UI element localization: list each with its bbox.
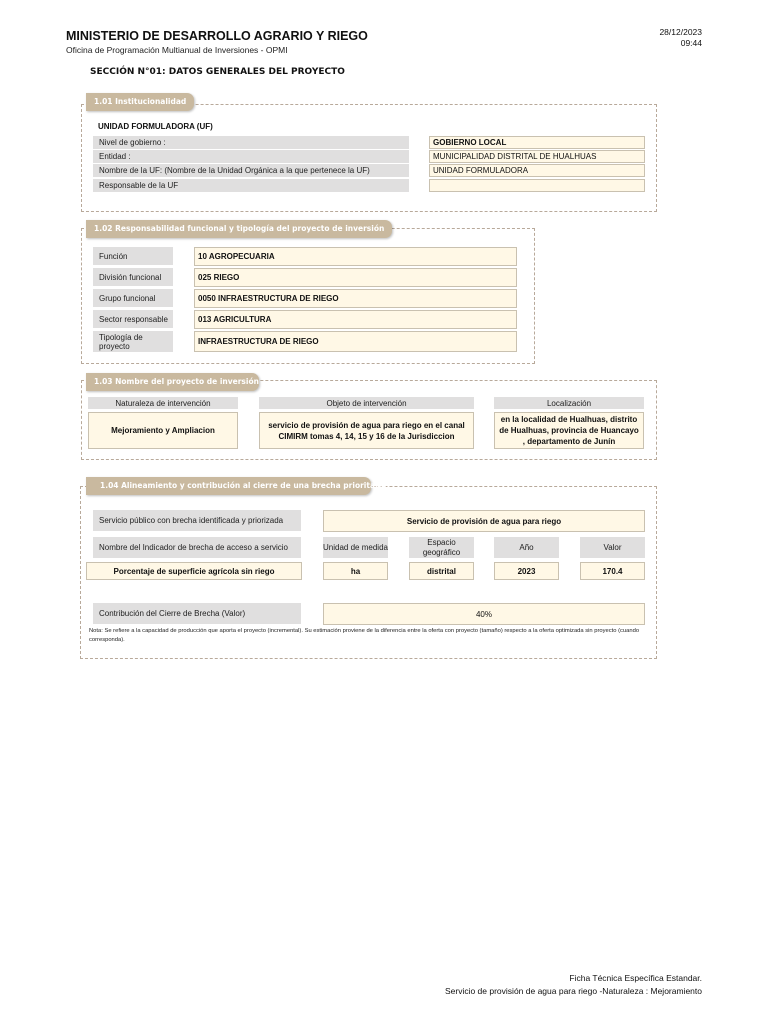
naturaleza-header: Naturaleza de intervención [88,397,238,409]
section-101-tab: 1.01 Institucionalidad [86,93,194,111]
naturaleza-value: Mejoramiento y Ampliacion [88,412,238,449]
indicador-brecha-value: Porcentaje de superficie agrícola sin riego [86,562,302,580]
localizacion-header: Localización [494,397,644,409]
entidad-label: Entidad : [93,150,409,163]
nivel-gobierno-value: GOBIERNO LOCAL [429,136,645,149]
tipologia-value: INFRAESTRUCTURA DE RIEGO [194,331,517,352]
indicador-brecha-label: Nombre del Indicador de brecha de acceso a servicio [93,537,301,558]
print-date: 28/12/2023 [659,27,702,37]
section-104-note: Nota: Se refiere a la capacidad de producción que aporta el proyecto (incremental). Su estimación proviene de la diferencia entre la oferta con proyecto (tamaño) respecto a la oferta optimizada sin proyecto (cuando corresponda). [89,628,640,643]
espacio-geografico-value: distrital [409,562,474,580]
page-footer [445,972,702,998]
valor-header: Valor [580,537,645,558]
footer-line-1: Ficha Técnica Específica Estandar. [569,973,702,983]
funcion-label: Función [93,247,173,265]
responsable-uf-value [429,179,645,192]
localizacion-value: en la localidad de Hualhuas, distrito de Hualhuas, provincia de Huancayo , departamento de Junín [494,412,644,449]
section-104-tab: 1.04 Alineamiento y contribución al cierre de una brecha prioritaria [86,477,371,495]
tipologia-label: Tipología de proyecto [93,331,173,352]
section-102-tab: 1.02 Responsabilidad funcional y tipología del proyecto de inversión [86,220,392,238]
uf-heading: UNIDAD FORMULADORA (UF) [98,122,213,131]
sector-responsable-label: Sector responsable [93,310,173,328]
anio-value: 2023 [494,562,559,580]
funcion-value: 10 AGROPECUARIA [194,247,517,266]
nivel-gobierno-label: Nivel de gobierno : [93,136,409,149]
grupo-funcional-value: 0050 INFRAESTRUCTURA DE RIEGO [194,289,517,308]
servicio-publico-value: Servicio de provisión de agua para riego [323,510,645,532]
responsable-uf-label: Responsable de la UF [93,179,409,192]
espacio-geografico-header: Espacio geográfico [409,537,474,558]
section-103-tab: 1.03 Nombre del proyecto de inversión [86,373,259,391]
nombre-uf-label: Nombre de la UF: (Nombre de la Unidad Orgánica a la que pertenece la UF) [93,164,409,177]
objeto-header: Objeto de intervención [259,397,474,409]
entidad-value: MUNICIPALIDAD DISTRITAL DE HUALHUAS [429,150,645,163]
objeto-value: servicio de provisión de agua para riego en el canal CIMIRM tomas 4, 14, 15 y 16 de la Jurisdiccion [259,412,474,449]
anio-header: Año [494,537,559,558]
unidad-medida-header: Unidad de medida [323,537,388,558]
contribucion-value: 40% [323,603,645,625]
servicio-publico-label: Servicio público con brecha identificada y priorizada [93,510,301,531]
unidad-medida-value: ha [323,562,388,580]
office-subtitle: Oficina de Programación Multianual de Inversiones - OPMI [66,45,288,55]
valor-value: 170.4 [580,562,645,580]
grupo-funcional-label: Grupo funcional [93,289,173,307]
section-title: SECCIÓN N°01: DATOS GENERALES DEL PROYECTO [90,67,345,77]
footer-line-2: Servicio de provisión de agua para riego -Naturaleza : Mejoramiento [444,986,702,996]
nombre-uf-value: UNIDAD FORMULADORA [429,164,645,177]
print-time: 09:44 [680,38,702,48]
sector-responsable-value: 013 AGRICULTURA [194,310,517,329]
ministry-title: MINISTERIO DE DESARROLLO AGRARIO Y RIEGO [66,29,368,43]
contribucion-label: Contribución del Cierre de Brecha (Valor) [93,603,301,624]
print-datetime [659,27,702,49]
division-funcional-value: 025 RIEGO [194,268,517,287]
division-funcional-label: División funcional [93,268,173,286]
